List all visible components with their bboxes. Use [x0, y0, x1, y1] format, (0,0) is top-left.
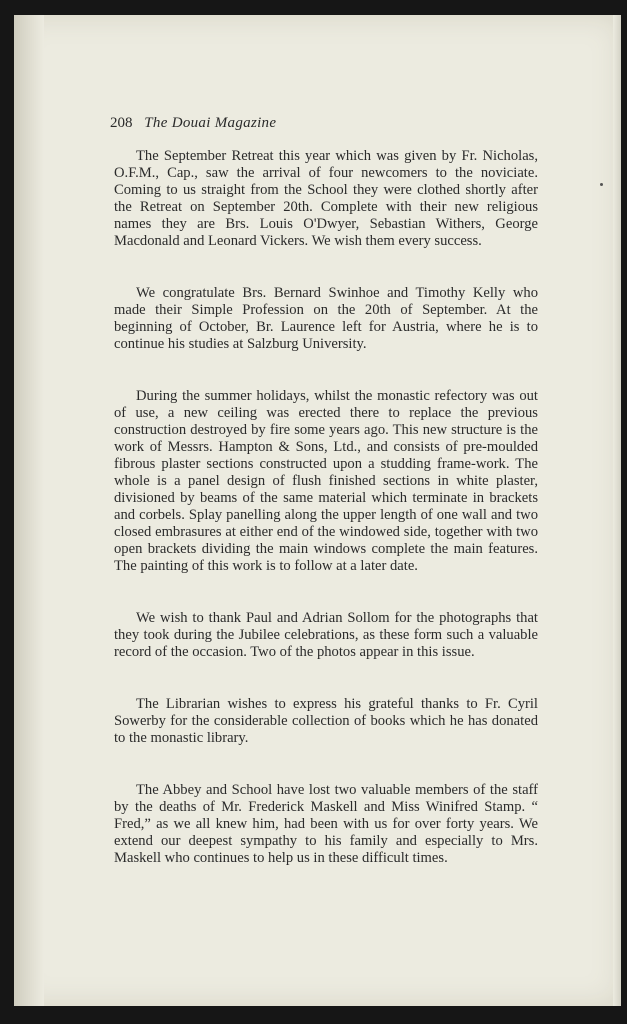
book-page — [14, 15, 621, 1006]
magazine-title: The Douai Magazine — [144, 115, 277, 131]
article-body — [114, 148, 538, 902]
paragraph-photographs: We wish to thank Paul and Adrian Sollom for the photographs that they took during the Jubilee celebrations, as these form such a valuable record of the occasion. Two of the photos appear in this issue. — [114, 610, 538, 660]
margin-mark — [600, 183, 603, 186]
paragraph-retreat: The September Retreat this year which was given by Fr. Nicholas, O.F.M., Cap., saw the arrival of four newcomers to the noviciate. Coming to us straight from the School they were clothed shortly after the Retreat on September 20th. Complete with their new religious names they are Brs. Louis O'Dwyer, Sebastian Withers, George Macdonald and Leonard Vickers. We wish them every success. — [114, 148, 538, 249]
running-header — [110, 115, 276, 132]
paragraph-obituary: The Abbey and School have lost two valuable members of the staff by the deaths of Mr. Frederick Maskell and Miss Winifred Stamp. “ Fred,” as we all knew him, had been with us for over forty years. We extend our deepest sympathy to his family and especially to Mrs. Maskell who continues to help us in these difficult times. — [114, 782, 538, 866]
paragraph-profession: We congratulate Brs. Bernard Swinhoe and Timothy Kelly who made their Simple Profession on the 20th of September. At the beginning of October, Br. Laurence left for Austria, where he is to continue his studies at Salzburg University. — [114, 285, 538, 352]
paragraph-librarian: The Librarian wishes to express his grateful thanks to Fr. Cyril Sowerby for the considerable collection of books which he has donated to the monastic library. — [114, 696, 538, 746]
book-gutter — [14, 15, 44, 1006]
page-edge — [613, 15, 621, 1006]
page-number: 208 — [110, 115, 133, 131]
paragraph-refectory-ceiling: During the summer holidays, whilst the monastic refectory was out of use, a new ceiling was erected there to replace the previous construction destroyed by fire some years ago. This new structure is the work of Messrs. Hampton & Sons, Ltd., and consists of pre-moulded fibrous plaster sections constructed upon a studding frame-work. The whole is a panel design of flush finished sections in white plaster, divisioned by beams of the same material which terminate in brackets and corbels. Splay panelling along the upper length of one wall and two closed embrasures at either end of the windowed side, together with two open brackets dividing the main windows complete the main features. The painting of this work is to follow at a later date. — [114, 388, 538, 574]
